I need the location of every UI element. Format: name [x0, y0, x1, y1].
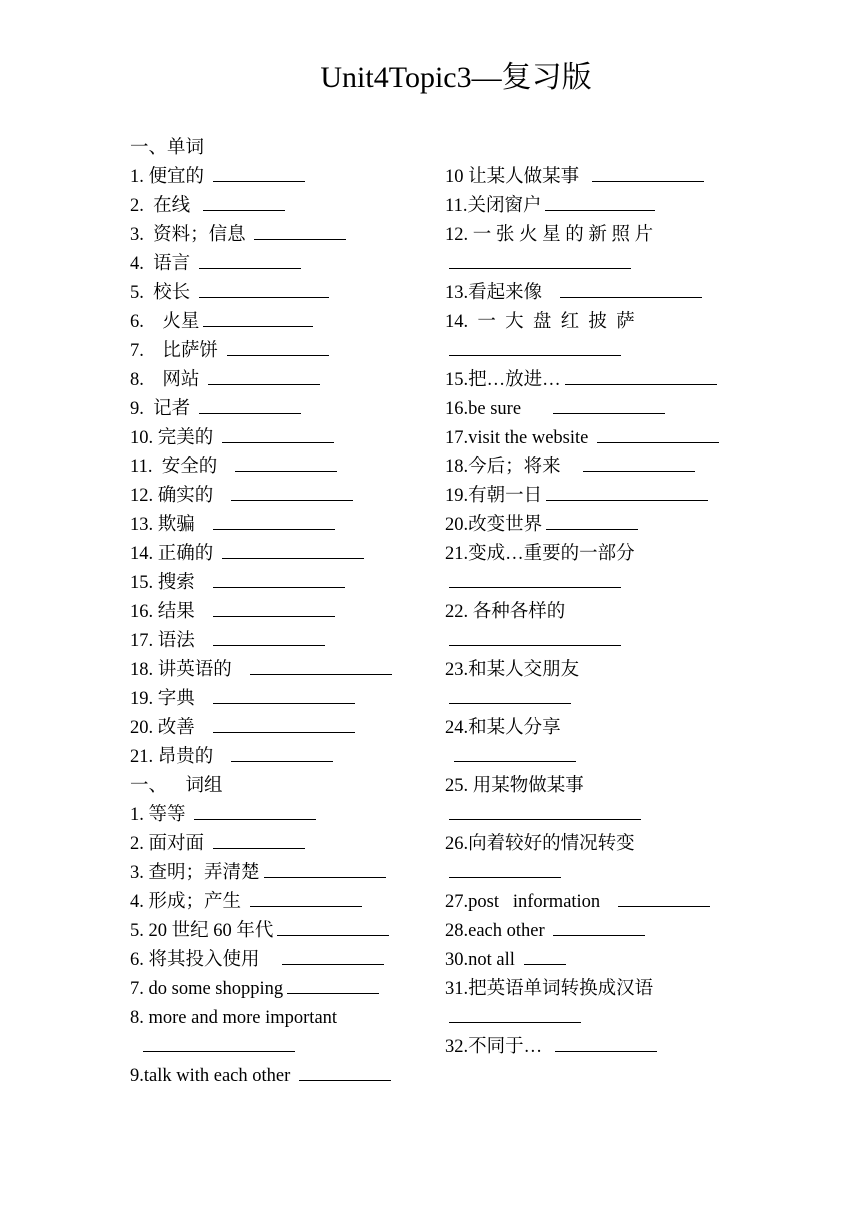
item-text: 17.visit the website [445, 428, 593, 448]
answer-blank[interactable] [583, 470, 695, 472]
item-text: 3. 资料；信息 [130, 225, 251, 245]
right-column-line [445, 424, 735, 453]
item-text: 13. 欺骗 [130, 515, 209, 535]
answer-blank[interactable] [143, 1050, 295, 1052]
item-text: 10. 完美的 [130, 428, 218, 448]
left-column-line [130, 192, 430, 221]
answer-blank[interactable] [454, 760, 576, 762]
left-column-line [130, 482, 430, 511]
item-text: 30.not all [445, 950, 520, 970]
left-column-line [130, 946, 430, 975]
answer-blank[interactable] [199, 412, 301, 414]
right-column-line [445, 366, 735, 395]
right-column-line [445, 685, 735, 714]
answer-blank[interactable] [203, 325, 313, 327]
item-text: 19. 字典 [130, 689, 209, 709]
answer-blank[interactable] [231, 499, 353, 501]
item-text: 5. 20 世纪 60 年代 [130, 921, 274, 941]
item-text: 27.post information [445, 892, 615, 912]
answer-blank[interactable] [449, 702, 571, 704]
right-column-line [445, 192, 735, 221]
right-column-line [445, 598, 735, 627]
left-column-line [130, 917, 430, 946]
left-column-line [130, 569, 430, 598]
left-column-line [130, 308, 430, 337]
left-column-line [130, 830, 430, 859]
left-column-line [130, 134, 430, 163]
answer-blank[interactable] [449, 818, 641, 820]
item-text: 28.each other [445, 921, 550, 941]
right-column-line [445, 946, 735, 975]
left-column-line [130, 801, 430, 830]
answer-blank[interactable] [194, 818, 316, 820]
right-column-line [445, 627, 735, 656]
item-text: 31.把英语单词转换成汉语 [445, 979, 654, 999]
answer-blank[interactable] [524, 963, 566, 965]
item-text: 7. 比萨饼 [130, 341, 223, 361]
right-column-line [445, 540, 735, 569]
right-column-line [445, 337, 735, 366]
item-text: 11.关闭窗户 [445, 196, 542, 216]
left-column-line [130, 859, 430, 888]
answer-blank[interactable] [553, 412, 665, 414]
right-column-line [445, 888, 735, 917]
item-text: 12. 确实的 [130, 486, 228, 506]
right-column-line [445, 859, 735, 888]
right-column-line [445, 917, 735, 946]
item-text: 24.和某人分享 [445, 718, 561, 738]
item-text: 1. 等等 [130, 805, 191, 825]
item-text: 14. 正确的 [130, 544, 218, 564]
left-column-line [130, 395, 430, 424]
answer-blank[interactable] [449, 1021, 581, 1023]
item-text: 6. 火星 [130, 312, 200, 332]
page-title: Unit4Topic3—复习版 [320, 61, 592, 94]
answer-blank[interactable] [546, 528, 638, 530]
left-column-line [130, 453, 430, 482]
answer-blank[interactable] [555, 1050, 657, 1052]
answer-blank[interactable] [592, 180, 704, 182]
item-text: 一、单词 [130, 138, 205, 158]
item-text: 16.be sure [445, 399, 549, 419]
left-column-line [130, 337, 430, 366]
item-text: 15.把…放进… [445, 370, 561, 390]
right-column-line [445, 569, 735, 598]
item-text: 一、 词组 [130, 776, 223, 796]
item-text: 25. 用某物做某事 [445, 776, 584, 796]
left-column-line [130, 656, 430, 685]
left-column-line [130, 888, 430, 917]
right-column-line [445, 801, 735, 830]
item-text: 18. 讲英语的 [130, 660, 246, 680]
right-column-line [445, 975, 735, 1004]
answer-blank[interactable] [449, 586, 621, 588]
item-text: 9. 记者 [130, 399, 195, 419]
item-text: 16. 结果 [130, 602, 209, 622]
answer-blank[interactable] [545, 209, 655, 211]
item-text: 26.向着较好的情况转变 [445, 834, 635, 854]
item-text: 7. do some shopping [130, 979, 284, 999]
answer-blank[interactable] [222, 441, 334, 443]
answer-blank[interactable] [560, 296, 702, 298]
right-column-line [445, 279, 735, 308]
answer-blank[interactable] [553, 934, 645, 936]
answer-blank[interactable] [213, 615, 335, 617]
left-column-line [130, 598, 430, 627]
left-column-line [130, 743, 430, 772]
right-column-line [445, 1033, 735, 1062]
answer-blank[interactable] [449, 644, 621, 646]
answer-blank[interactable] [213, 731, 355, 733]
item-text: 20.改变世界 [445, 515, 543, 535]
item-text: 20. 改善 [130, 718, 209, 738]
answer-blank[interactable] [203, 209, 285, 211]
left-column-line [130, 685, 430, 714]
item-text: 9.talk with each other [130, 1066, 295, 1086]
answer-blank[interactable] [213, 702, 355, 704]
answer-blank[interactable] [254, 238, 346, 240]
right-column-line [445, 656, 735, 685]
right-column [445, 134, 735, 1062]
right-column-line [445, 395, 735, 424]
answer-blank[interactable] [282, 963, 384, 965]
left-column-line [130, 1062, 430, 1091]
right-column-line [445, 743, 735, 772]
answer-blank[interactable] [213, 586, 345, 588]
left-column-line [130, 714, 430, 743]
item-text: 1. 便宜的 [130, 167, 209, 187]
right-column-line [445, 308, 735, 337]
item-text: 23.和某人交朋友 [445, 660, 580, 680]
right-column-line [445, 830, 735, 859]
item-text: 19.有朝一日 [445, 486, 543, 506]
item-text: 18.今后；将来 [445, 457, 580, 477]
item-text: 8. more and more important [130, 1008, 338, 1028]
right-column-line [445, 221, 735, 250]
answer-blank[interactable] [213, 847, 305, 849]
answer-blank[interactable] [250, 905, 362, 907]
left-column-line [130, 424, 430, 453]
left-column-line [130, 279, 430, 308]
answer-blank[interactable] [287, 992, 379, 994]
answer-blank[interactable] [199, 296, 329, 298]
item-text: 22. 各种各样的 [445, 602, 566, 622]
left-column-line [130, 772, 430, 801]
item-text [130, 1037, 139, 1057]
answer-blank[interactable] [199, 267, 301, 269]
answer-blank[interactable] [213, 180, 305, 182]
item-text: 4. 形成；产生 [130, 892, 246, 912]
item-text: 32.不同于… [445, 1037, 552, 1057]
item-text: 4. 语言 [130, 254, 195, 274]
item-text: 6. 将其投入使用 [130, 950, 279, 970]
item-text: 12. 一 张 火 星 的 新 照 片 [445, 225, 654, 245]
right-column-line [445, 250, 735, 279]
item-text: 11. 安全的 [130, 457, 232, 477]
left-column [130, 134, 430, 1091]
right-column-line [445, 1004, 735, 1033]
answer-blank[interactable] [449, 876, 561, 878]
answer-blank[interactable] [208, 383, 320, 385]
answer-blank[interactable] [299, 1079, 391, 1081]
right-column-line [445, 453, 735, 482]
right-column-line [445, 163, 735, 192]
answer-blank[interactable] [213, 644, 325, 646]
answer-blank[interactable] [618, 905, 710, 907]
item-text: 17. 语法 [130, 631, 209, 651]
answer-blank[interactable] [565, 383, 717, 385]
item-text: 13.看起来像 [445, 283, 557, 303]
item-text: 2. 在线 [130, 196, 200, 216]
item-text: 2. 面对面 [130, 834, 209, 854]
left-column-line [130, 511, 430, 540]
item-text [445, 747, 450, 767]
left-column-line [130, 250, 430, 279]
right-column-line [445, 482, 735, 511]
item-text: 14. 一 大 盘 红 披 萨 [445, 312, 635, 332]
answer-blank[interactable] [449, 267, 631, 269]
item-text: 21. 昂贵的 [130, 747, 228, 767]
right-column-line [445, 772, 735, 801]
answer-blank[interactable] [264, 876, 386, 878]
item-text: 5. 校长 [130, 283, 195, 303]
answer-blank[interactable] [449, 354, 621, 356]
left-column-line [130, 221, 430, 250]
answer-blank[interactable] [277, 934, 389, 936]
answer-blank[interactable] [213, 528, 335, 530]
item-text: 3. 查明；弄清楚 [130, 863, 260, 883]
answer-blank[interactable] [222, 557, 364, 559]
answer-blank[interactable] [250, 673, 392, 675]
item-text: 21.变成…重要的一部分 [445, 544, 635, 564]
item-text: 15. 搜索 [130, 573, 209, 593]
right-column-line [445, 714, 735, 743]
item-text: 8. 网站 [130, 370, 205, 390]
answer-blank[interactable] [235, 470, 337, 472]
answer-blank[interactable] [597, 441, 719, 443]
left-column-line [130, 1004, 430, 1033]
left-column-line [130, 1033, 430, 1062]
left-column-line [130, 975, 430, 1004]
left-column-line [130, 163, 430, 192]
item-text: 10 让某人做某事 [445, 167, 589, 187]
answer-blank[interactable] [231, 760, 333, 762]
right-column-line [445, 511, 735, 540]
answer-blank[interactable] [227, 354, 329, 356]
left-column-line [130, 366, 430, 395]
left-column-line [130, 540, 430, 569]
answer-blank[interactable] [546, 499, 708, 501]
right-column-line [445, 134, 735, 163]
left-column-line [130, 627, 430, 656]
